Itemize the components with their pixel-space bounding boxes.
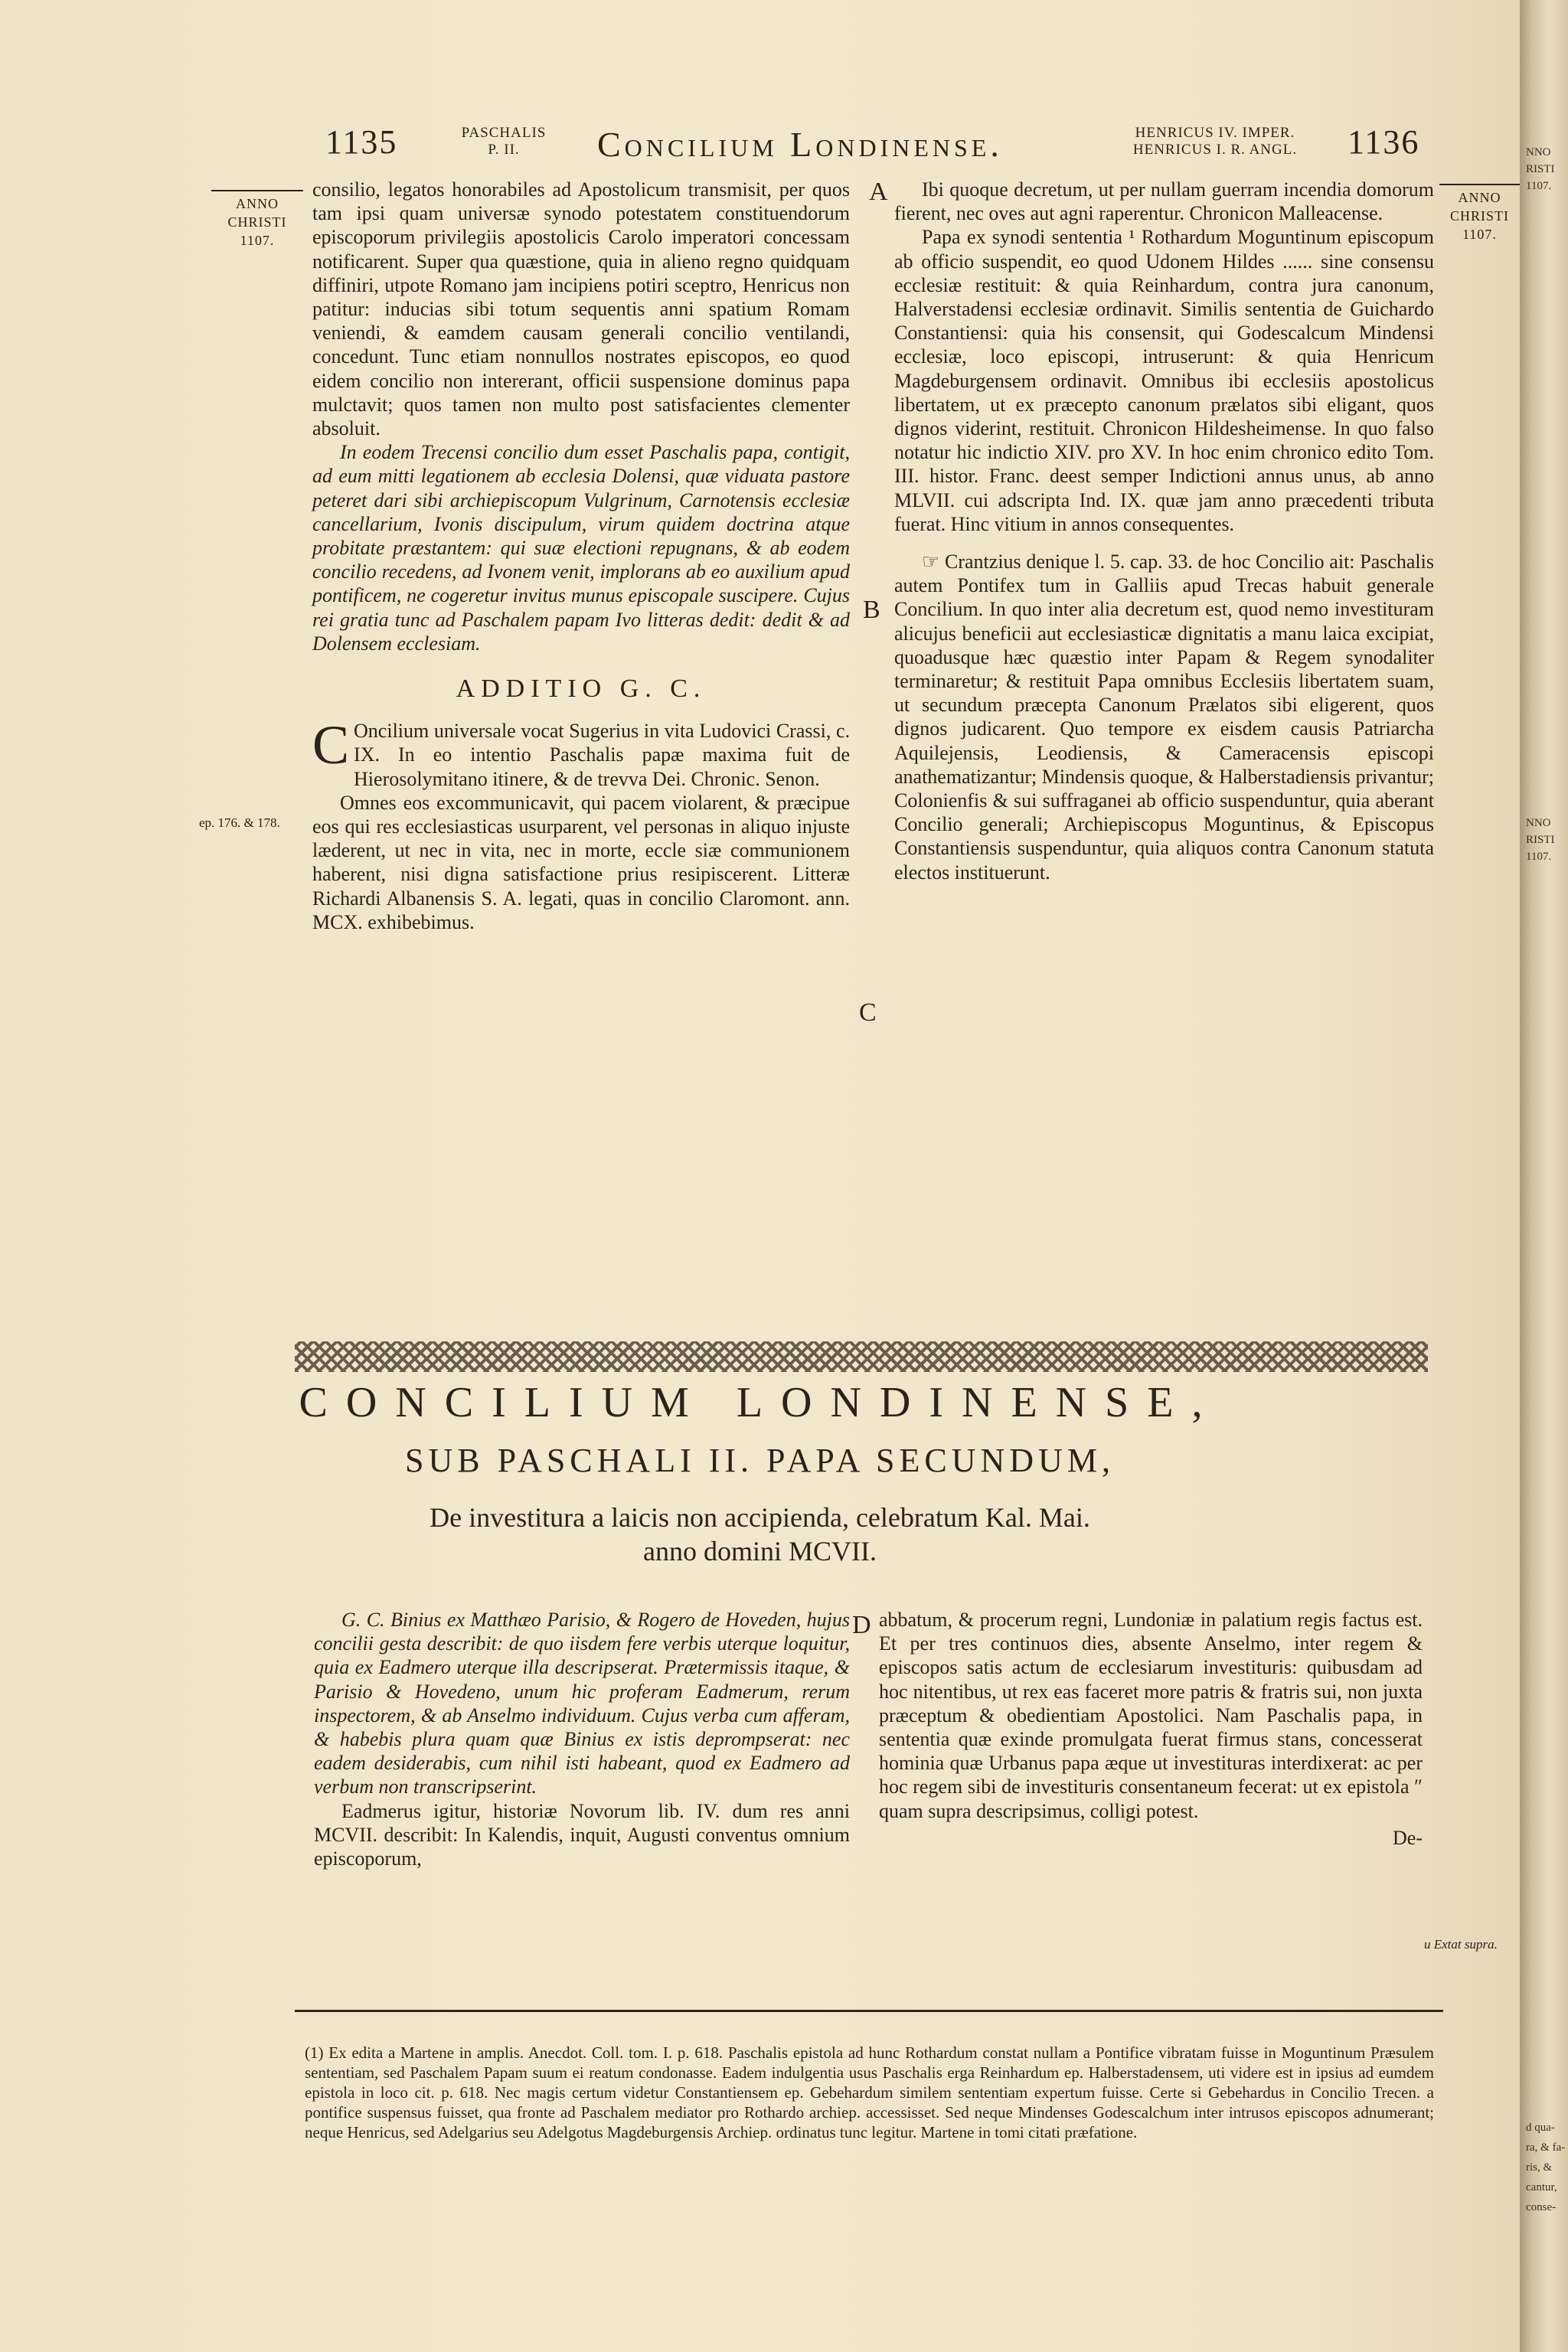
right-paragraph-1: Ibi quoque decretum, ut per nullam guerram incendia domorum fierent, nec oves aut agni raperentur. Chronicon Malleacense. xyxy=(894,178,1434,225)
header-king: HENRICUS I. R. ANGL. xyxy=(1132,142,1298,158)
section-letter-c: C xyxy=(859,998,877,1027)
left-paragraph-2: In eodem Trecensi concilio dum esset Paschalis papa, contigit, ad eum mitti legationem ab ecclesia Dolensi, quæ viduata pastore peteret dari sibi archiepiscopum Vulgrinum, Carnotensis ecclesiæ cancellarium, Ivonis discipulum, virum quidem doctrina atque probitate præstantem: qui suæ electioni repugnans, & ab eodem concilio recedens, ad Ivonem venit, implorans ab eo auxilium apud pontificem, ne cogeretur invitus munus episcopale suscipere. Cujus rei gratia tunc ad Paschalem papam Ivo litteras dedit: dedit & ad Dolensem ecclesiam. xyxy=(312,441,850,655)
section-title-main: CONCILIUM LONDINENSE, xyxy=(299,1379,1221,1426)
anno-christi-left: ANNO CHRISTI 1107. xyxy=(211,190,303,250)
edge-fragment: d qua- xyxy=(1526,2122,1555,2134)
upper-right-column xyxy=(894,178,1434,884)
edge-fragment: 1107. xyxy=(1526,851,1552,863)
edge-fragment: cantur, xyxy=(1526,2181,1557,2194)
section-letter-b: B xyxy=(863,596,880,624)
header-emperor: HENRICUS IV. IMPER. xyxy=(1135,125,1295,141)
epistle-reference: ep. 176. & 178. xyxy=(199,815,280,830)
left-paragraph-1: consilio, legatos honorabiles ad Apostolicum transmisit, per quos tam ipsi quam universæ synodo potestatem constituendorum episcoporum privilegiis apostolicis Carolo imperatori concessam notificarent. Super qua quæstione, quia in alieno regno quidquam diffiniri, utpote Romano jam incipiens potiri sceptro, Henricus non patitur: inducias sibi totum sequentis anni spatium Romam veniendi, & eamdem causam generali concilio ventilandi, concedunt. Tunc etiam nonnullos nostrates episcopos, eo quod eidem concilio non intererant, officii suspensione dominus papa mulctavit; quos tamen non multo post satisfacientes clementer absoluit. xyxy=(312,178,850,440)
edge-fragment: conse- xyxy=(1526,2201,1557,2213)
additio-heading: ADDITIO G. C. xyxy=(456,675,707,704)
section-title-description: De investitura a laicis non accipienda, celebratum Kal. Mai. anno domini MCVII. xyxy=(430,1502,1090,1566)
section-letter-d: D xyxy=(852,1611,871,1639)
page-number-right: 1136 xyxy=(1348,123,1420,161)
ornamental-border xyxy=(295,1341,1428,1372)
edge-fragment: 1107. xyxy=(1526,180,1552,192)
footnote: (1) Ex edita a Martene in amplis. Anecdot. Coll. tom. I. p. 618. Paschalis epistola ad hunc Rothardum constat nullam a Pontifice vibratam fuisse in Moguntinum Præsulem sententiam, sed Paschalem Papam suum ei reatum condonasse. Eadem indulgentia usus Paschalis erga Reinhardum ep. Halberstadensem, uti videre est in ipsius ad eumdem epistola in loco cit. p. 618. Nec magis certum videtur Constantiensem ep. Gebehardum similem sententiam expertum fuisse. Certe si Gebehardus in Concilio Trecen. a pontifice suspensus fuisset, qua fronte ad Paschalem mediator pro Rothardo archiep. accessisset. Sed neque Mindenses Godescalchum inter intrusos episcopos adnumerant; neque Henricus, sed Adelgarius seu Adelgotus Magdeburgensis Archiep. ordinatus tunc legitur. Martene in tomi citati præfatione. xyxy=(305,2043,1434,2141)
section-title-sub: SUB PASCHALI II. PAPA SECUNDUM, xyxy=(405,1442,1115,1479)
section-letter-a: A xyxy=(869,178,888,206)
page-number-left: 1135 xyxy=(325,123,398,161)
lower-right-column xyxy=(879,1608,1423,1850)
edge-fragment: NNO xyxy=(1526,146,1551,158)
right-paragraph-2: Papa ex synodi sententia ¹ Rothardum Moguntinum episcopum ab officio suspendit, eo quod Udonem Hildes ...... sine consensu ecclesiæ restituit: & quia Reinhardum, contra jura canonum, Halverstadensi ecclesiæ ordinavit. Similis sententia de Guichardo Constantiensi: quia his consensit, qui Godescalcum Mindensi ecclesiæ, loco episcopi, intruserunt: & quia Henricum Magdeburgensem ordinavit. Omnibus ibi ecclesiis apostolicus libertatem, ut ex præcepto canonum prælatos sibi eligant, quos dignos viderint, restituit. Chronicon Hildesheimense. In quo falso notatur hic indictio XIV. pro XV. In hoc enim chronico edito Tom. III. histor. Franc. deest semper Indictioni annus unus, ab anno MLVII. cui adscripta Ind. IX. quæ jam anno præcedenti tributa fuerat. Hinc vitium in annos consequentes. xyxy=(894,226,1434,535)
lower-right-paragraph-1: abbatum, & procerum regni, Lundoniæ in palatium regis factus est. Et per tres continuos dies, absente Anselmo, inter regem & episcopos satis actum de ecclesiarum investituris: quibusdam ad hoc nitentibus, ut rex eas faceret more patris & fratris sui, non juxta præceptum & obedientiam Apostolici. Nam Paschalis papa, in sententia quæ exinde promulgata fuerat firmus stans, concesserat hominia quæ Urbanus papa æque ut investituras interdixerat: ac per hoc regem sibi de investituris consentaneum fecerat: ut ex epistola ″ quam supra descripsimus, colligi potest. xyxy=(879,1609,1423,1822)
edge-fragment: NNO xyxy=(1526,817,1551,829)
catchword: De- xyxy=(1393,1826,1423,1849)
lower-left-paragraph-2: Eadmerus igitur, historiæ Novorum lib. IV. dum res anni MCVII. describit: In Kalendis, inquit, Augusti conventus omnium episcoporum, xyxy=(314,1799,850,1870)
extat-note: u Extat supra. xyxy=(1424,1937,1498,1952)
edge-fragment: ris, & xyxy=(1526,2161,1553,2174)
right-paragraph-3: ☞ Crantzius denique l. 5. cap. 33. de hoc Concilio ait: Paschalis autem Pontifex tum in Galliis apud Trecas habuit generale Concilium. In quo inter alia decretum est, quod nemo investituram alicujus beneficii aut ecclesiasticæ dignitatis a manu laica excipiat, quoadusque hæc quæstio inter Papam & Regem synodaliter terminaretur; & restituit Papa omnibus Ecclesiis libertatem suam, ut secundum præcepta Canonum Prælatos sibi eligerent, quos dignos judicarent. Quo tempore ex eisdem causis Patriarcha Aquilejensis, Leodiensis, & Cameracensis episcopi anathematizantur; Mindensis quoque, & Halberstadiensis privantur; Colonienfis & sui suffraganei ab officio suspenduntur, quia aberant Concilio generali; Archiepiscopus Moguntinus, & Episcopus Constantiensis suspenduntur, quia aliquos contra Canonum statuta electos instituerunt. xyxy=(894,550,1434,884)
left-paragraph-3: Oncilium universale vocat Sugerius in vita Ludovici Crassi, c. IX. In eo intentio Paschalis papæ maxima fuit de Hierosolymitano itinere, & de trevva Dei. Chronic. Senon. xyxy=(354,720,850,790)
header-pope xyxy=(450,125,557,158)
left-paragraph-4: Omnes eos excommunicavit, qui pacem violarent, & præcipue eos qui res ecclesiasticas usurparent, vel personas in aliquo injuste læderent, ut nec in vita, nec in morte, eccle siæ communionem haberent, nisi digna satisfactione prius resipiscerent. Litteræ Richardi Albanensis S. A. legati, quas in concilio Claromont. ann. MCX. exhibebimus. xyxy=(312,791,850,933)
drop-cap: C xyxy=(312,714,350,776)
header-pope-number: P. II. xyxy=(488,142,520,158)
lower-left-paragraph-1: G. C. Binius ex Matthæo Parisio, & Rogero de Hoveden, hujus concilii gesta describit: de quo iisdem fere verbis uterque loquitur, quia ex Eadmero uterque illa descripserat. Prætermissis itaque, & Parisio & Hovedeno, unum hic proferam Eadmerum, rerum inspectorem, & ab Anselmo individuum. Cujus verba cum afferam, & habebis plura quam quæ Binius ex istis deprompserat: nec eadem desiderabis, cum nihil isti habeant, quod ex Eadmero ad verbum non transcripserint. xyxy=(314,1609,850,1798)
header-rulers xyxy=(1112,125,1318,158)
edge-fragment: RISTI xyxy=(1526,163,1555,175)
adjacent-page-edge xyxy=(1520,0,1568,2352)
upper-left-column xyxy=(312,178,850,934)
running-title: Concilium Londinense. xyxy=(597,125,1003,164)
lower-left-column xyxy=(314,1608,850,1870)
anno-christi-right: ANNO CHRISTI 1107. xyxy=(1439,184,1520,243)
edge-fragment: RISTI xyxy=(1526,834,1555,846)
header-pope-name: PASCHALIS xyxy=(461,125,547,141)
footnote-rule xyxy=(295,2010,1443,2012)
edge-fragment: ra, & fa- xyxy=(1526,2141,1566,2154)
